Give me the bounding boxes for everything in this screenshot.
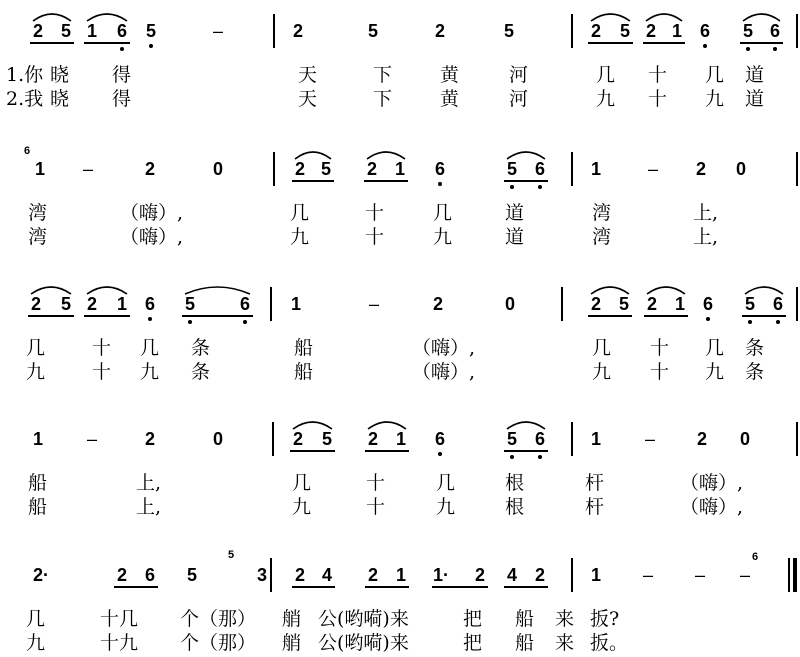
note: –: [212, 21, 223, 41]
note: 2·: [33, 565, 50, 585]
note: 2: [294, 565, 305, 585]
lyric-syllable: 十: [648, 64, 668, 86]
note: 0: [212, 429, 223, 449]
lyric-syllable: 下: [373, 64, 393, 86]
beam-line: [84, 315, 130, 317]
lyric-syllable: 几: [433, 202, 453, 224]
lyric-syllable: 来: [555, 632, 575, 654]
lyric-syllable: 十: [650, 337, 670, 359]
note: 5: [184, 294, 195, 314]
slur: [292, 418, 333, 430]
lyric-syllable: 十: [366, 496, 386, 518]
note: 1: [674, 294, 685, 314]
note: 5: [60, 21, 71, 41]
lyric-syllable: 九: [433, 226, 453, 248]
note: 6: [116, 21, 127, 41]
note: 3: [256, 565, 267, 585]
octave-dot: [148, 317, 152, 321]
lyric-syllable: 十: [650, 361, 670, 383]
note: 4: [506, 565, 517, 585]
note: 5: [320, 159, 331, 179]
lyric-syllable: 2.我: [6, 88, 44, 110]
slur: [30, 283, 72, 295]
beam-line: [292, 586, 335, 588]
final-bar-line: [793, 558, 797, 592]
lyric-syllable: 船: [28, 472, 48, 494]
lyric-syllable: 十: [366, 472, 386, 494]
note: 0: [504, 294, 515, 314]
lyric-syllable: 条: [745, 337, 765, 359]
note: 5: [619, 21, 630, 41]
lyric-syllable: （嗨）,: [680, 472, 744, 494]
lyric-syllable: 十: [92, 337, 112, 359]
lyric-syllable: 1.你: [6, 64, 44, 86]
note: 5: [367, 21, 378, 41]
lyric-syllable: 几: [140, 337, 160, 359]
lyric-syllable: 九: [290, 226, 310, 248]
lyric-syllable: 天: [298, 88, 318, 110]
lyric-syllable: 十: [365, 202, 385, 224]
slur: [506, 148, 546, 160]
octave-dot: [703, 44, 707, 48]
octave-dot: [538, 185, 542, 189]
note: 1: [590, 159, 601, 179]
beam-line: [365, 586, 409, 588]
lyric-syllable: 九: [436, 496, 456, 518]
note: 2: [144, 159, 155, 179]
lyric-syllable: 上,: [136, 472, 162, 494]
lyric-syllable: 几: [436, 472, 456, 494]
octave-dot: [510, 455, 514, 459]
note: 6: [772, 294, 783, 314]
beam-line: [588, 42, 633, 44]
beam-line: [432, 586, 488, 588]
note: 2: [30, 294, 41, 314]
lyric-syllable: 十九: [100, 632, 139, 654]
octave-dot: [149, 44, 153, 48]
note: 2: [434, 21, 445, 41]
beam-line: [504, 180, 548, 182]
note: 1: [290, 294, 301, 314]
bar-line: [796, 287, 798, 321]
note: 6: [702, 294, 713, 314]
note: 2: [367, 429, 378, 449]
note: 1: [86, 21, 97, 41]
lyric-syllable: 九: [596, 88, 616, 110]
beam-line: [644, 315, 688, 317]
note: 4: [321, 565, 332, 585]
note: 6: [534, 159, 545, 179]
beam-line: [292, 180, 334, 182]
note: 6: [434, 159, 445, 179]
lyric-syllable: 几: [596, 64, 616, 86]
note: 6: [769, 21, 780, 41]
bar-line: [273, 152, 275, 186]
bar-line: [272, 422, 274, 456]
lyric-syllable: 根: [505, 472, 525, 494]
lyric-syllable: 天: [298, 64, 318, 86]
note: 1: [394, 159, 405, 179]
note: 6: [144, 565, 155, 585]
note: –: [644, 429, 655, 449]
note: 0: [739, 429, 750, 449]
note: 2: [534, 565, 545, 585]
note: 2: [696, 429, 707, 449]
note: –: [368, 294, 379, 314]
lyric-syllable: 公(哟嗬)来: [318, 608, 409, 630]
note: 2: [32, 21, 43, 41]
slur: [86, 10, 128, 22]
bar-line: [270, 558, 272, 592]
slur: [742, 10, 781, 22]
octave-dot: [706, 317, 710, 321]
slur: [506, 418, 546, 430]
octave-dot: [120, 47, 124, 51]
lyric-syllable: 道: [505, 226, 525, 248]
octave-dot: [438, 182, 442, 186]
lyric-syllable: 艄: [282, 608, 302, 630]
lyric-syllable: 九: [140, 361, 160, 383]
lyric-syllable: 几: [705, 64, 725, 86]
lyric-syllable: 道: [745, 64, 765, 86]
beam-line: [504, 586, 548, 588]
note: 1: [590, 429, 601, 449]
lyric-syllable: 下: [373, 88, 393, 110]
bar-line: [788, 558, 790, 592]
lyric-syllable: 晓: [50, 88, 70, 110]
lyric-syllable: 几: [290, 202, 310, 224]
lyric-syllable: 根: [505, 496, 525, 518]
lyric-syllable: 湾: [592, 202, 612, 224]
note: 2: [366, 159, 377, 179]
octave-dot: [188, 320, 192, 324]
slur: [645, 10, 683, 22]
note: –: [694, 565, 705, 585]
note: 5: [742, 21, 753, 41]
note: 2: [695, 159, 706, 179]
note: 0: [212, 159, 223, 179]
lyric-syllable: 条: [191, 361, 211, 383]
octave-dot: [438, 452, 442, 456]
note: –: [82, 159, 93, 179]
note: 1: [116, 294, 127, 314]
note: 5: [506, 159, 517, 179]
note: 1: [34, 159, 45, 179]
lyric-syllable: 船: [294, 337, 314, 359]
beam-line: [364, 180, 408, 182]
bar-line: [270, 287, 272, 321]
note: 1: [395, 565, 406, 585]
note: 2: [292, 21, 303, 41]
beam-line: [504, 450, 548, 452]
lyric-syllable: 九: [705, 88, 725, 110]
lyric-syllable: 扳?: [590, 608, 620, 630]
lyric-syllable: 晓: [50, 64, 70, 86]
note: 6: [434, 429, 445, 449]
note: 1: [32, 429, 43, 449]
note: 5: [145, 21, 156, 41]
slur: [86, 283, 128, 295]
note: 2: [144, 429, 155, 449]
lyric-syllable: 杆: [585, 496, 605, 518]
lyric-syllable: 扳。: [590, 632, 629, 654]
beam-line: [643, 42, 685, 44]
bar-line: [571, 152, 573, 186]
grace-note: 6: [24, 145, 31, 157]
note: 2: [116, 565, 127, 585]
note: 5: [744, 294, 755, 314]
octave-dot: [773, 47, 777, 51]
beam-line: [84, 42, 130, 44]
note: 2: [367, 565, 378, 585]
slur: [366, 148, 406, 160]
beam-line: [588, 315, 632, 317]
lyric-syllable: 十: [92, 361, 112, 383]
bar-line: [571, 558, 573, 592]
note: 0: [735, 159, 746, 179]
lyric-syllable: 几: [705, 337, 725, 359]
lyric-syllable: 九: [292, 496, 312, 518]
note: 6: [534, 429, 545, 449]
lyric-syllable: 上,: [693, 202, 719, 224]
slur: [590, 10, 631, 22]
lyric-syllable: 船: [515, 608, 535, 630]
lyric-syllable: 得: [112, 64, 132, 86]
lyric-syllable: 几: [292, 472, 312, 494]
slur: [184, 283, 251, 295]
octave-dot: [510, 185, 514, 189]
lyric-syllable: 把: [463, 632, 483, 654]
octave-dot: [748, 320, 752, 324]
lyric-syllable: 十: [365, 226, 385, 248]
bar-line: [796, 152, 798, 186]
beam-line: [182, 315, 253, 317]
note: 2: [646, 294, 657, 314]
slur: [590, 283, 630, 295]
bar-line: [571, 14, 573, 48]
lyric-syllable: （嗨）,: [412, 361, 476, 383]
beam-line: [290, 450, 335, 452]
grace-note: 5: [228, 549, 235, 561]
note: 1: [590, 565, 601, 585]
slur: [294, 148, 332, 160]
slur: [32, 10, 72, 22]
lyric-syllable: 个（那）: [180, 608, 257, 630]
note: 2: [294, 159, 305, 179]
lyric-syllable: （嗨）,: [680, 496, 744, 518]
grace-note: 6: [752, 551, 759, 563]
note: 5: [186, 565, 197, 585]
lyric-syllable: 河: [509, 88, 529, 110]
note: 6: [239, 294, 250, 314]
lyric-syllable: 艄: [282, 632, 302, 654]
lyric-syllable: 条: [745, 361, 765, 383]
lyric-syllable: 得: [112, 88, 132, 110]
lyric-syllable: 九: [592, 361, 612, 383]
lyric-syllable: 杆: [585, 472, 605, 494]
lyric-syllable: 湾: [28, 226, 48, 248]
lyric-syllable: 条: [191, 337, 211, 359]
lyric-syllable: 几: [26, 337, 46, 359]
octave-dot: [776, 320, 780, 324]
lyric-syllable: 九: [26, 361, 46, 383]
note: 6: [144, 294, 155, 314]
lyric-syllable: 道: [745, 88, 765, 110]
note: 6: [699, 21, 710, 41]
beam-line: [740, 42, 783, 44]
note: 2: [432, 294, 443, 314]
note: 2: [292, 429, 303, 449]
bar-line: [273, 14, 275, 48]
lyric-syllable: （嗨）,: [120, 226, 184, 248]
note: 5: [321, 429, 332, 449]
bar-line: [561, 287, 563, 321]
lyric-syllable: 把: [463, 608, 483, 630]
lyric-syllable: 十: [648, 88, 668, 110]
beam-line: [28, 315, 74, 317]
lyric-syllable: 船: [515, 632, 535, 654]
note: 2: [474, 565, 485, 585]
lyric-syllable: 九: [26, 632, 46, 654]
lyric-syllable: 湾: [28, 202, 48, 224]
lyric-syllable: 几: [592, 337, 612, 359]
bar-line: [796, 422, 798, 456]
lyric-syllable: 来: [555, 608, 575, 630]
octave-dot: [538, 455, 542, 459]
slur: [744, 283, 784, 295]
bar-line: [796, 14, 798, 48]
bar-line: [571, 422, 573, 456]
note: 1: [395, 429, 406, 449]
beam-line: [114, 586, 158, 588]
note: 1·: [433, 565, 450, 585]
note: –: [642, 565, 653, 585]
note: 2: [645, 21, 656, 41]
note: 2: [86, 294, 97, 314]
beam-line: [30, 42, 74, 44]
octave-dot: [243, 320, 247, 324]
octave-dot: [746, 47, 750, 51]
slur: [367, 418, 407, 430]
lyric-syllable: 公(哟嗬)来: [318, 632, 409, 654]
lyric-syllable: （嗨）,: [120, 202, 184, 224]
lyric-syllable: 上,: [693, 226, 719, 248]
note: 5: [503, 21, 514, 41]
lyric-syllable: 上,: [136, 496, 162, 518]
note: 2: [590, 21, 601, 41]
note: 2: [590, 294, 601, 314]
lyric-syllable: 九: [705, 361, 725, 383]
beam-line: [365, 450, 409, 452]
lyric-syllable: 船: [294, 361, 314, 383]
note: 5: [506, 429, 517, 449]
note: –: [739, 565, 750, 585]
note: –: [86, 429, 97, 449]
note: –: [647, 159, 658, 179]
lyric-syllable: 船: [28, 496, 48, 518]
note: 1: [671, 21, 682, 41]
lyric-syllable: 个（那）: [180, 632, 257, 654]
lyric-syllable: 十几: [100, 608, 139, 630]
lyric-syllable: 河: [509, 64, 529, 86]
lyric-syllable: 湾: [592, 226, 612, 248]
lyric-syllable: （嗨）,: [412, 337, 476, 359]
lyric-syllable: 几: [26, 608, 46, 630]
note: 5: [60, 294, 71, 314]
beam-line: [742, 315, 786, 317]
lyric-syllable: 黄: [440, 64, 460, 86]
lyric-syllable: 道: [505, 202, 525, 224]
note: 5: [618, 294, 629, 314]
lyric-syllable: 黄: [440, 88, 460, 110]
slur: [646, 283, 686, 295]
